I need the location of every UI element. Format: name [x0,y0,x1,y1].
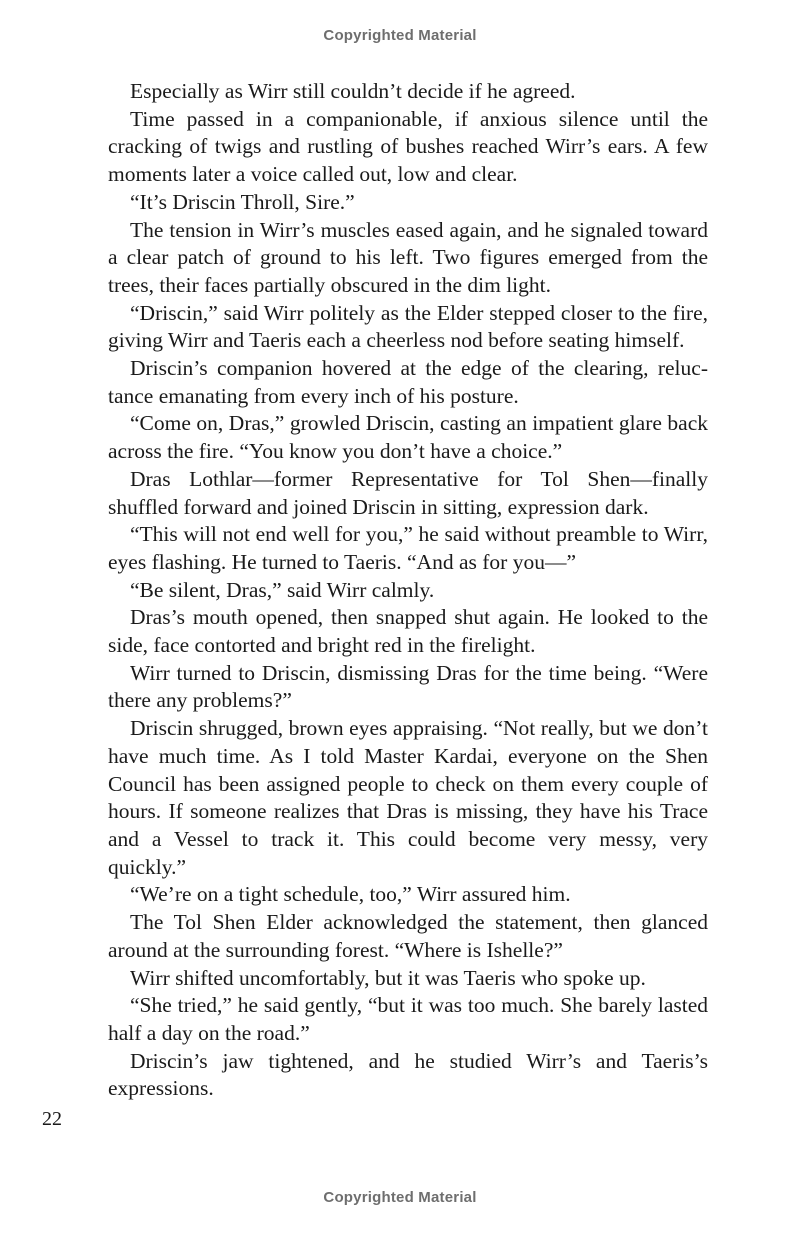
paragraph: Wirr shifted uncomfortably, but it was Taeris who spoke up. [130,965,646,990]
paragraph: Especially as Wirr still couldn’t decide if he agreed. [130,79,576,103]
paragraph: Dras Lothlar—former Representative for Tol Shen—finally shuffled forward and joined Driscin in sitting, expression dark. [108,466,708,519]
paragraph: “It’s Driscin Throll, Sire.” [130,189,355,214]
paragraph: “This will not end well for you,” he said without preamble to Wirr, eyes flashing. He turned to Taeris. “And as for you—” [108,522,708,574]
paragraph: Time passed in a companionable, if anxious silence until the cracking of twigs and rustling of bushes reached Wirr’s ears. A few moments later a voice called out, low and clear. [108,106,708,187]
paragraph: “Be silent, Dras,” said Wirr calmly. [130,577,435,602]
copyright-watermark-bottom: Copyrighted Material [323,1189,477,1206]
paragraph: Driscin’s companion hovered at the edge of the clearing, reluctance emanating from every inch of his posture. [108,356,708,408]
paragraph: “We’re on a tight schedule, too,” Wirr assured him. [130,882,571,907]
paragraph: Driscin shrugged, brown eyes appraising. “Not really, but we don’t have much time. As I told Master Kardai, everyone on the Shen Council has been assigned people to check on them every couple of hours. If someone realizes that Dras is missing, they have his Trace and a Vessel to track it. This could become very messy, very quickly.” [108,716,708,879]
paragraph: “Driscin,” said Wirr politely as the Elder stepped closer to the fire, giving Wirr and Taeris each a cheerless nod before seating himself. [108,300,708,353]
paragraph: Dras’s mouth opened, then snapped shut again. He looked to the side, face contorted and bright red in the firelight. [108,605,708,658]
paragraph: “Come on, Dras,” growled Driscin, casting an impatient glare back across the fire. “You know you don’t have a choice.” [108,411,708,464]
paragraph: The Tol Shen Elder acknowledged the statement, then glanced around at the surrounding forest. “Where is Ishelle?” [108,910,708,962]
page-body-text [108,78,708,1103]
paragraph: “She tried,” he said gently, “but it was too much. She barely lasted half a day on the road.” [108,993,708,1045]
copyright-watermark-top: Copyrighted Material [323,27,477,44]
paragraph: Driscin’s jaw tightened, and he studied Wirr’s and Taeris’s expressions. [108,1048,708,1101]
paragraph: Wirr turned to Driscin, dismissing Dras for the time being. “Were there any problems?” [108,660,708,713]
paragraph: The tension in Wirr’s muscles eased again, and he signaled toward a clear patch of ground to his left. Two figures emerged from the trees, their faces partially obscured in the dim light. [108,217,708,297]
page-number: 22 [42,1108,62,1130]
